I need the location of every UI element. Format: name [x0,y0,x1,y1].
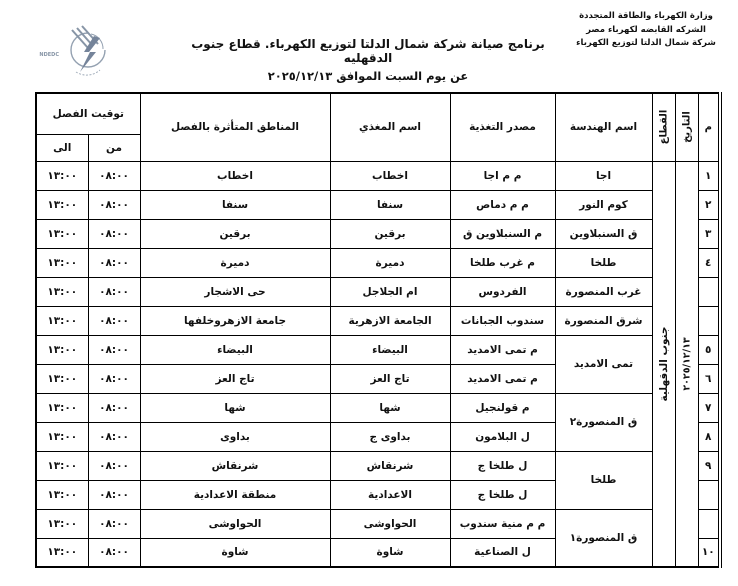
header-engineering: اسم الهندسة [555,93,652,161]
cell-feeder: ام الجلاجل [330,277,450,306]
title-line-1: برنامج صيانة شركة شمال الدلتا لتوزيع الكهرباء. قطاع جنوب الدقهليه [191,37,545,65]
cell-source: م قولنجيل [450,393,555,422]
header-areas: المناطق المتأثرة بالفصل [140,93,330,161]
table-row [36,509,720,538]
cell-number: ٥ [698,335,720,364]
table-row [36,277,720,306]
cell-number: ٧ [698,393,720,422]
cell-source: م تمى الامديد [450,364,555,393]
ministry-line: وزارة الكهرباء والطاقة المتجددة [579,11,713,21]
cell-source: م م دماص [450,190,555,219]
cell-feeder: تاج العز [330,364,450,393]
cell-feeder: شرنقاش [330,451,450,480]
cell-engineering: غرب المنصورة [555,277,652,306]
header-date: التاريخ [675,93,698,161]
cell-date: ٢٠٢٥/١٢/١٣ [675,161,698,567]
title-line-2: عن يوم السبت الموافق ٢٠٢٥/١٢/١٣ [267,69,469,83]
cell-engineering: طلخا [555,451,652,509]
cell-source: م م اجا [450,161,555,190]
cell-number: ٣ [698,219,720,248]
cell-number: ١٠ [698,538,720,567]
document-title [178,37,558,83]
cell-number [698,480,720,509]
cell-time-to: ١٣:٠٠ [36,335,88,364]
header-source: مصدر التغذية [450,93,555,161]
cell-feeder: الجامعة الازهرية [330,306,450,335]
cell-time-to: ١٣:٠٠ [36,277,88,306]
cell-time-to: ١٣:٠٠ [36,190,88,219]
cell-number [698,306,720,335]
cell-engineering: شرق المنصورة [555,306,652,335]
cell-time-to: ١٣:٠٠ [36,422,88,451]
cell-areas: دميرة [140,248,330,277]
table-row [36,335,720,364]
cell-time-from: ٠٨:٠٠ [88,480,140,509]
cell-source: ل طلخا ج [450,451,555,480]
cell-source: م تمى الامديد [450,335,555,364]
cell-areas: شرنقاش [140,451,330,480]
table-row [36,219,720,248]
cell-engineering: ق المنصورة٢ [555,393,652,451]
cell-engineering: تمى الامديد [555,335,652,393]
cell-areas: الحواوشى [140,509,330,538]
cell-time-to: ١٣:٠٠ [36,509,88,538]
cell-feeder: شها [330,393,450,422]
cell-feeder: البيضاء [330,335,450,364]
cell-number: ٩ [698,451,720,480]
cell-areas: سنفا [140,190,330,219]
table-row [36,451,720,480]
cell-source: سندوب الجبانات [450,306,555,335]
cell-source: الفردوس [450,277,555,306]
cell-source: م غرب طلخا [450,248,555,277]
cell-engineering: اجا [555,161,652,190]
cell-time-from: ٠٨:٠٠ [88,509,140,538]
cell-time-from: ٠٨:٠٠ [88,538,140,567]
table-row [36,161,720,190]
cell-areas: اخطاب [140,161,330,190]
cell-source: م السنبلاوين ق [450,219,555,248]
cell-time-from: ٠٨:٠٠ [88,161,140,190]
cell-time-from: ٠٨:٠٠ [88,422,140,451]
header-timing: توقيت الفصل [36,93,140,134]
cell-number [698,509,720,538]
company-line: شركة شمال الدلتا لتوزيع الكهرباء [576,38,716,49]
cell-time-to: ١٣:٠٠ [36,306,88,335]
cell-areas: شها [140,393,330,422]
cell-time-from: ٠٨:٠٠ [88,219,140,248]
table-row [36,248,720,277]
cell-engineering: كوم النور [555,190,652,219]
cell-sector: جنوب الدقهلية [652,161,675,567]
cell-number: ١ [698,161,720,190]
header-feeder: اسم المغذي [330,93,450,161]
maintenance-schedule-table [35,92,722,568]
cell-feeder: الحواوشى [330,509,450,538]
cell-number [698,277,720,306]
cell-areas: شاوة [140,538,330,567]
table-row [36,190,720,219]
cell-areas: منطقة الاعدادية [140,480,330,509]
cell-time-to: ١٣:٠٠ [36,538,88,567]
cell-time-to: ١٣:٠٠ [36,219,88,248]
cell-areas: بداوى [140,422,330,451]
cell-areas: جامعة الازهروخلفها [140,306,330,335]
cell-engineering: ق السنبلاوين [555,219,652,248]
cell-feeder: دميرة [330,248,450,277]
cell-time-from: ٠٨:٠٠ [88,190,140,219]
cell-feeder: بداوى ج [330,422,450,451]
cell-source: م م منية سندوب [450,509,555,538]
header-time-to: الى [36,134,88,161]
cell-time-to: ١٣:٠٠ [36,248,88,277]
cell-areas: حى الاشجار [140,277,330,306]
cell-source: ل البلامون [450,422,555,451]
table-row [36,306,720,335]
letterhead-right-block [562,10,730,51]
cell-time-from: ٠٨:٠٠ [88,277,140,306]
company-logo [39,22,112,78]
cell-number: ٦ [698,364,720,393]
cell-time-to: ١٣:٠٠ [36,480,88,509]
header-number: م [698,93,720,161]
cell-time-from: ٠٨:٠٠ [88,451,140,480]
cell-areas: تاج العز [140,364,330,393]
cell-engineering: طلخا [555,248,652,277]
header-sector: القطاع [652,93,675,161]
cell-number: ٢ [698,190,720,219]
cell-feeder: شاوة [330,538,450,567]
table-row [36,393,720,422]
logo-acronym: NDEDC [39,52,59,58]
cell-time-from: ٠٨:٠٠ [88,248,140,277]
cell-time-from: ٠٨:٠٠ [88,306,140,335]
cell-time-to: ١٣:٠٠ [36,364,88,393]
cell-number: ٨ [698,422,720,451]
cell-feeder: برقين [330,219,450,248]
cell-feeder: سنفا [330,190,450,219]
cell-time-from: ٠٨:٠٠ [88,335,140,364]
cell-source: ل طلخا ج [450,480,555,509]
cell-feeder: اخطاب [330,161,450,190]
cell-time-to: ١٣:٠٠ [36,393,88,422]
cell-time-from: ٠٨:٠٠ [88,364,140,393]
cell-time-to: ١٣:٠٠ [36,451,88,480]
cell-time-to: ١٣:٠٠ [36,161,88,190]
cell-source: ل الصناعية [450,538,555,567]
cell-time-from: ٠٨:٠٠ [88,393,140,422]
header-time-from: من [88,134,140,161]
cell-engineering: ق المنصورة١ [555,509,652,567]
cell-areas: برقين [140,219,330,248]
cell-number: ٤ [698,248,720,277]
cell-areas: البيضاء [140,335,330,364]
holding-company-line: الشركه القابضه لكهرباء مصر [586,24,706,35]
cell-feeder: الاعدادية [330,480,450,509]
